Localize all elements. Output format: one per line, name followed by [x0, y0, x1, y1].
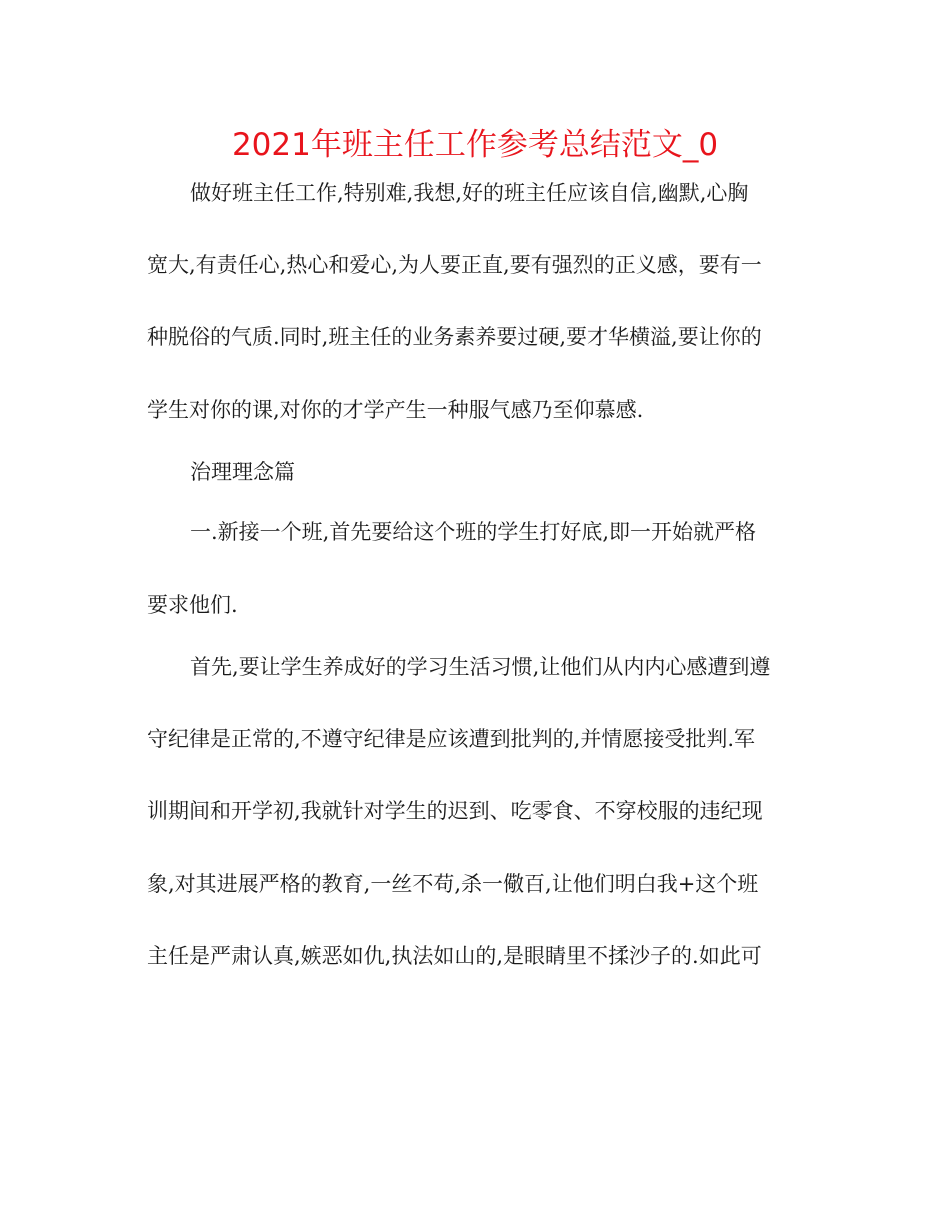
document-title: 2021年班主任工作参考总结范文_0 [231, 127, 719, 163]
paragraph-line: 学生对你的课,对你的才学产生一种服气感乃至仰慕感. [147, 398, 644, 422]
paragraph-line: 做好班主任工作,特别难,我想,好的班主任应该自信,幽默,心胸 [190, 181, 749, 205]
paragraph-line: 宽大,有责任心,热心和爱心,为人要正直,要有强烈的正义感，要有一 [147, 253, 762, 277]
paragraph-line: 象,对其进展严格的教育,一丝不苟,杀一儆百,让他们明白我+这个班 [147, 872, 759, 896]
paragraph-line: 主任是严肃认真,嫉恶如仇,执法如山的,是眼睛里不揉沙子的.如此可 [147, 944, 762, 968]
paragraph-line: 种脱俗的气质.同时,班主任的业务素养要过硬,要才华横溢,要让你的 [147, 325, 762, 349]
paragraph-line: 要求他们. [147, 593, 238, 617]
section-heading: 治理理念篇 [190, 460, 295, 484]
paragraph-line: 训期间和开学初,我就针对学生的迟到、吃零食、不穿校服的违纪现 [147, 799, 763, 823]
paragraph-line: 首先,要让学生养成好的学习生活习惯,让他们从内内心感遭到遵 [190, 655, 771, 679]
paragraph-line: 一.新接一个班,首先要给这个班的学生打好底,即一开始就严格 [190, 520, 757, 544]
paragraph-line: 守纪律是正常的,不遵守纪律是应该遭到批判的,并情愿接受批判.军 [147, 727, 756, 751]
